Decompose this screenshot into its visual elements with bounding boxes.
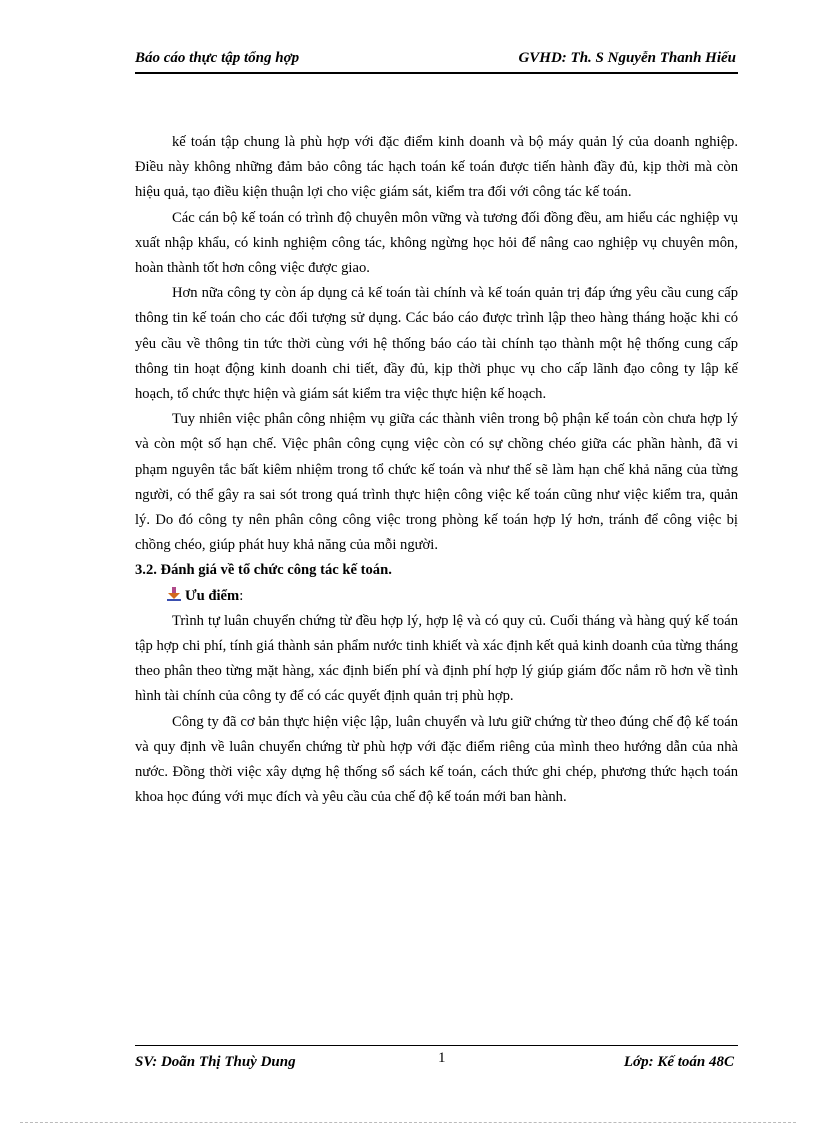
page-header: [135, 50, 738, 74]
subsection-label: Ưu điểm: [185, 587, 240, 604]
paragraph-2: Các cán bộ kế toán có trình độ chuyên môn vững và tương đối đồng đều, am hiểu các nghiệp vụ xuất nhập khẩu, có kinh nghiệm công tác, không ngừng học hỏi để nâng cao nghiệp vụ chuyên môn, hoàn thành tốt hơn công việc được giao.: [135, 209, 738, 277]
subsection-colon: :: [239, 587, 244, 604]
paragraph-3: Hơn nữa công ty còn áp dụng cả kế toán tài chính và kế toán quản trị đáp ứng yêu cầu cung cấp thông tin kế toán cho các đối tượng sử dụng. Các báo cáo được trình lập theo hàng tháng hoặc khi có yêu cầu về thông tin tức thời cùng với hệ thống báo cáo tài chính tạo thành một hệ thống cung cấp thông tin hoạt động kinh doanh chi tiết, đầy đủ, kịp thời phục vụ cho cấp lãnh đạo công ty lập kế hoạch, tổ chức thực hiện và giám sát kiểm tra việc thực hiện kế hoạch.: [135, 285, 738, 403]
header-report-title: Báo cáo thực tập tổng hợp: [135, 50, 300, 66]
page-number: 1: [438, 1050, 446, 1066]
footer-student-name: SV: Doãn Thị Thuỳ Dung: [135, 1054, 296, 1070]
header-supervisor: GVHD: Th. S Nguyễn Thanh Hiếu: [518, 50, 736, 66]
paragraph-1: kế toán tập chung là phù hợp với đặc điểm kinh doanh và bộ máy quản lý của doanh nghiệp. Điều này không những đảm bảo công tác hạch toán kế toán được tiến hành đầy đủ, kịp thời mà còn hiệu quả, tạo điều kiện thuận lợi cho việc giám sát, kiểm tra đối với công tác kế toán.: [135, 134, 738, 201]
subsection-heading: [135, 584, 738, 609]
footer-class: Lớp: Kế toán 48C: [623, 1054, 734, 1070]
paragraph-6: Công ty đã cơ bản thực hiện việc lập, luân chuyển và lưu giữ chứng từ theo đúng chế độ kế toán và quy định về luân chuyển chứng từ phù hợp với đặc điểm riêng của mình theo hướng dẫn của nhà nước. Đồng thời việc xây dựng hệ thống sổ sách kế toán, cách thức ghi chép, phương thức hạch toán khoa học đúng với mục đích và yêu cầu của chế độ kế toán mới ban hành.: [135, 713, 738, 806]
section-heading: 3.2. Đánh giá về tổ chức công tác kế toán.: [135, 562, 392, 579]
paragraph-5: Trình tự luân chuyển chứng từ đều hợp lý, hợp lệ và có quy củ. Cuối tháng và hàng quý kế toán tập hợp chi phí, tính giá thành sản phẩm nước tinh khiết và xác định kết quả kinh doanh của từng tháng theo phân theo từng mặt hàng, xác định biến phí và định phí hợp lý giúp giám đốc nắm rõ hơn về tình hình tài chính của công ty để có các quyết định quản trị phù hợp.: [135, 612, 738, 705]
arrow-bullet-icon: [167, 587, 181, 601]
document-body: [135, 130, 738, 810]
paragraph-4: Tuy nhiên việc phân công nhiệm vụ giữa các thành viên trong bộ phận kế toán còn chưa hợp lý và còn một số hạn chế. Việc phân công cụng việc còn có sự chồng chéo giữa các phần hành, đã vi phạm nguyên tắc bất kiêm nhiệm trong tổ chức kế toán và như thế sẽ làm hạn chế khả năng của từng người, có thể gây ra sai sót trong quá trình thực hiện công việc kế toán cũng như việc kiểm tra, quản lý. Do đó công ty nên phân công công việc trong phòng kế toán hợp lý hơn, tránh để công việc bị chồng chéo, giúp phát huy khả năng của mỗi người.: [135, 411, 738, 554]
page-footer: [135, 1045, 738, 1076]
